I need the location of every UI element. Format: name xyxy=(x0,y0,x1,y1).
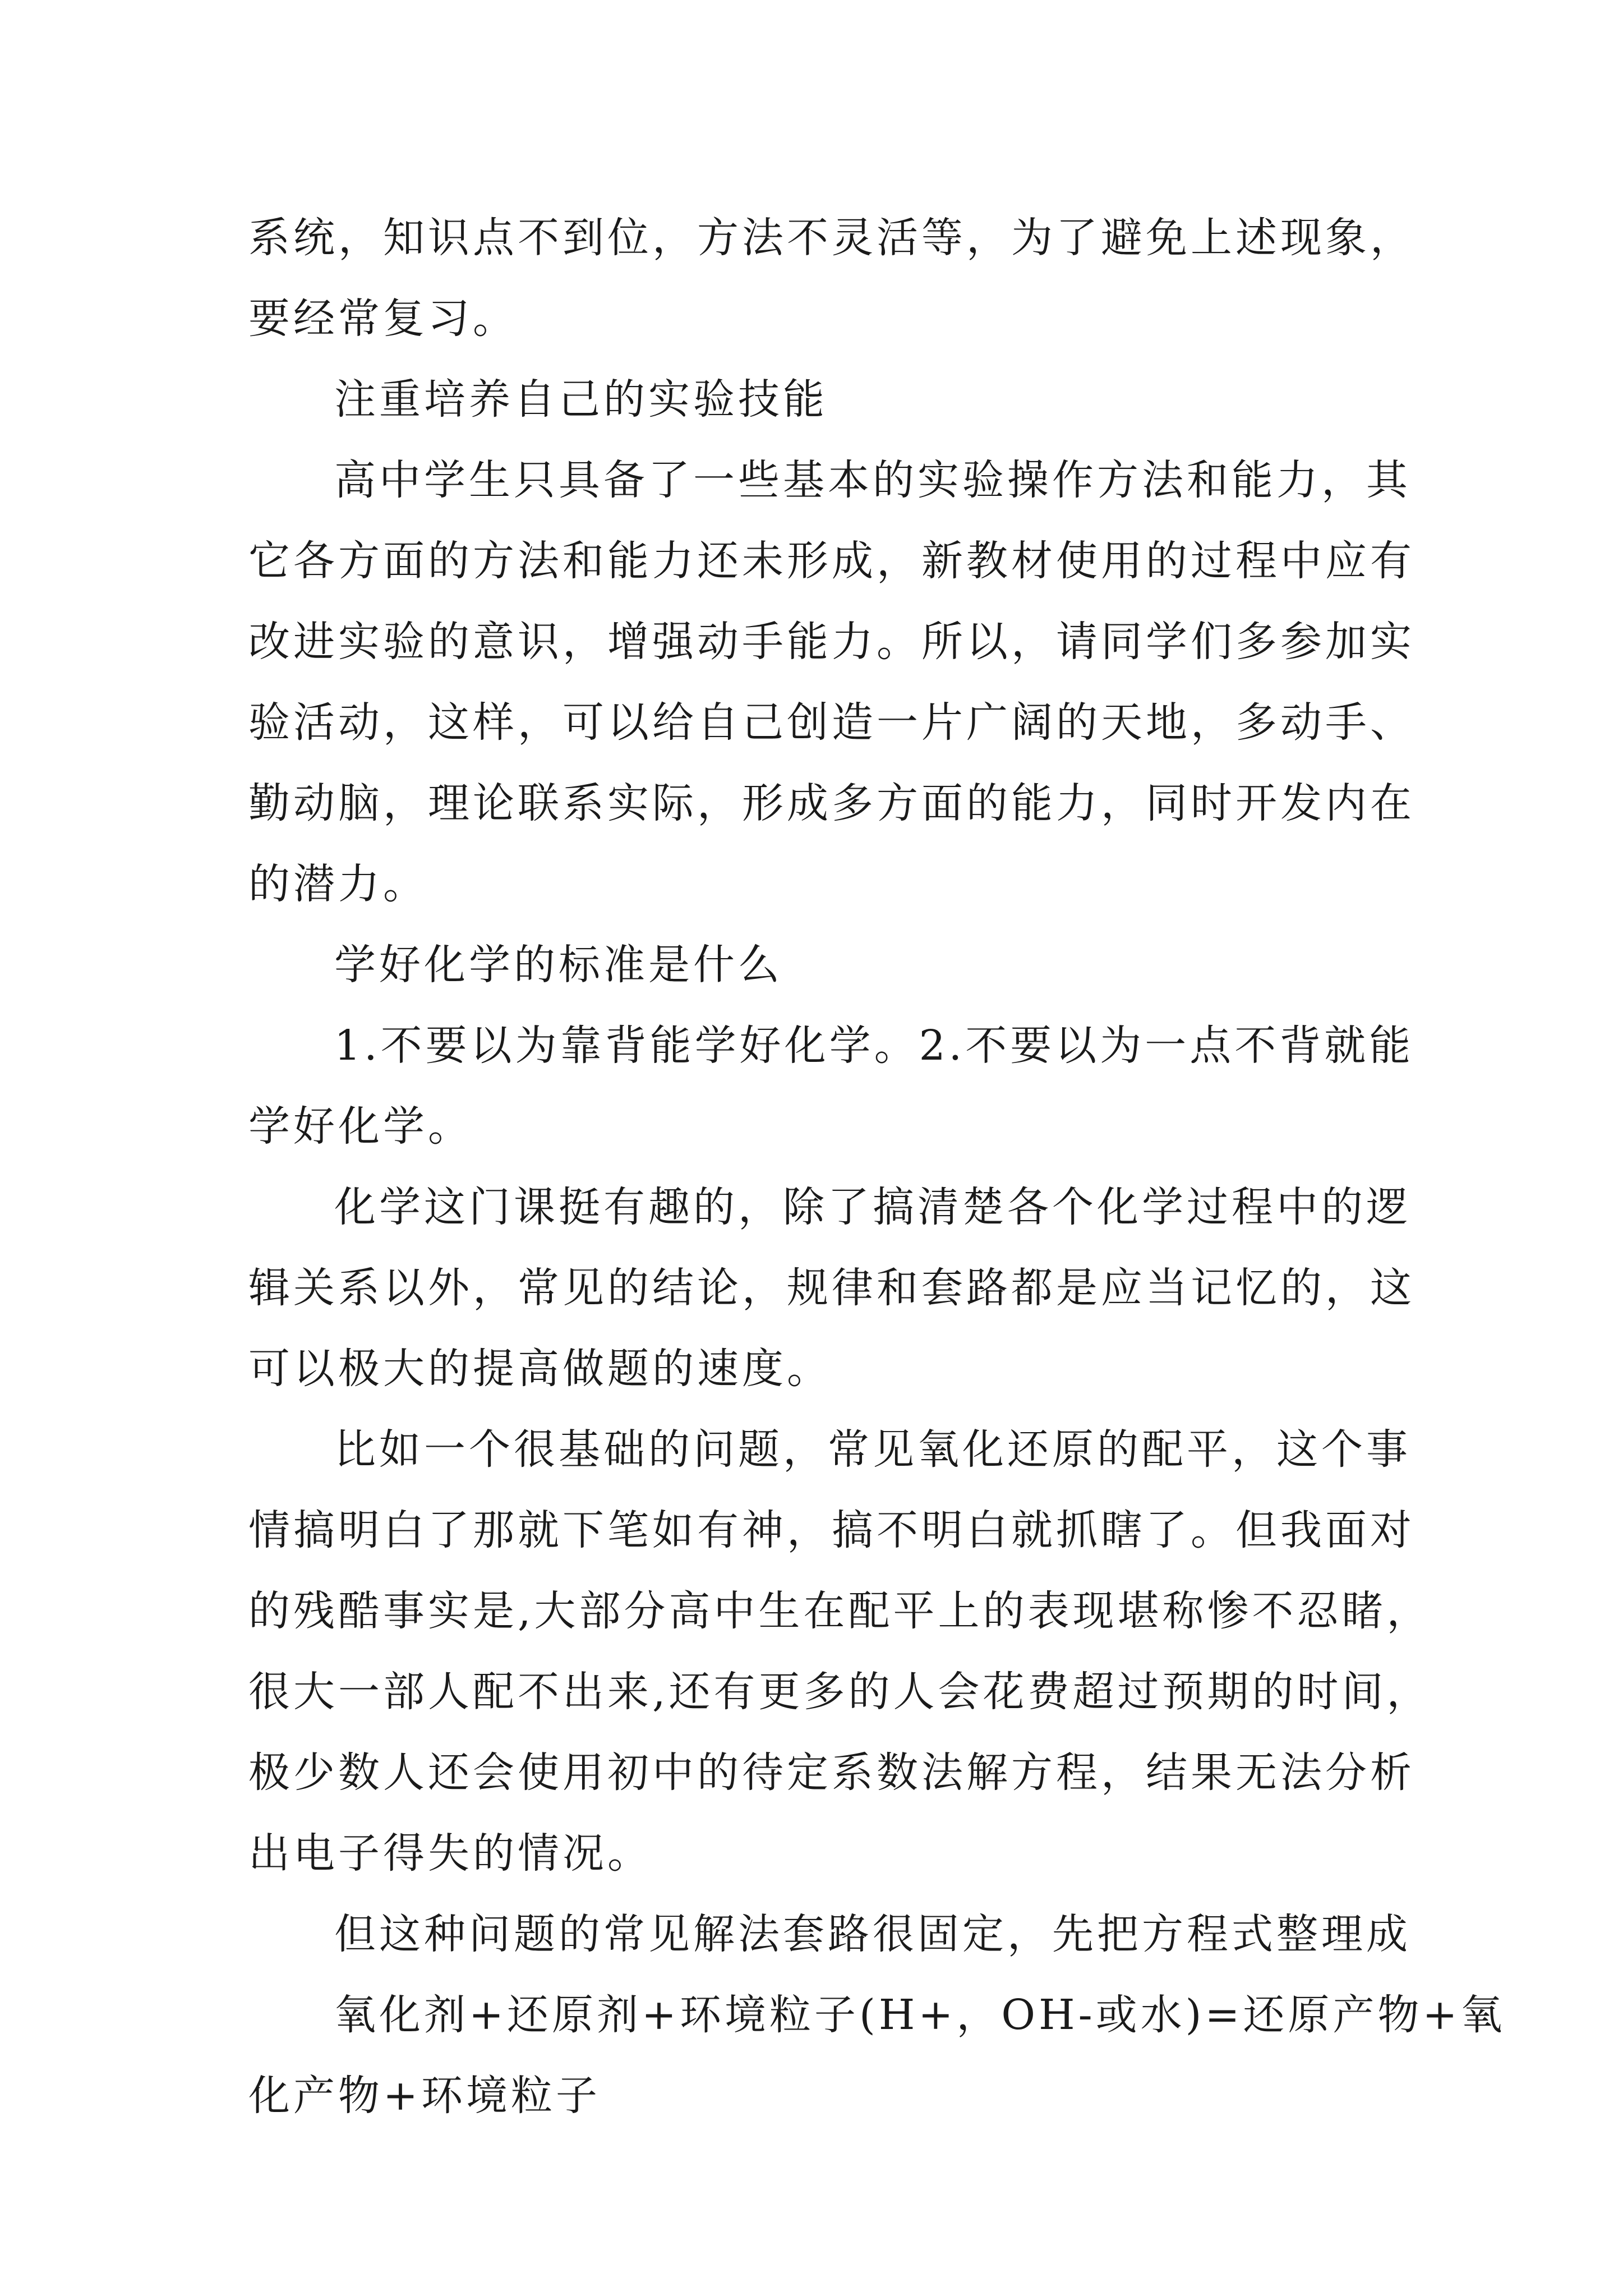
formula-line: 化产物+环境粒子 xyxy=(248,2072,601,2120)
text-line: 学好化学。 xyxy=(248,1102,473,1151)
text-line: 勤动脑，理论联系实际，形成多方面的能力，同时开发内在 xyxy=(248,779,1415,827)
text-line: 情搞明白了那就下笔如有神，搞不明白就抓瞎了。但我面对 xyxy=(248,1506,1415,1554)
text-line: 出电子得失的情况。 xyxy=(248,1829,652,1878)
text-line: 化学这门课挺有趣的，除了搞清楚各个化学过程中的逻 xyxy=(334,1183,1411,1231)
section-heading: 注重培养自己的实验技能 xyxy=(334,375,828,424)
text-line: 要经常复习。 xyxy=(248,295,518,343)
text-line: 辑关系以外，常见的结论，规律和套路都是应当记忆的，这 xyxy=(248,1264,1415,1312)
text-line: 高中学生只具备了一些基本的实验操作方法和能力，其 xyxy=(334,456,1411,504)
text-line: 它各方面的方法和能力还未形成，新教材使用的过程中应有 xyxy=(248,537,1415,585)
text-line: 很大一部人配不出来,还有更多的人会花费超过预期的时间， xyxy=(248,1668,1432,1716)
text-line: 验活动，这样，可以给自己创造一片广阔的天地，多动手、 xyxy=(248,698,1415,747)
text-line: 可以极大的提高做题的速度。 xyxy=(248,1345,832,1393)
text-line: 改进实验的意识，增强动手能力。所以，请同学们多参加实 xyxy=(248,618,1415,666)
text-line: 但这种问题的常见解法套路很固定，先把方程式整理成 xyxy=(334,1910,1411,1958)
text-line: 的潜力。 xyxy=(248,860,428,908)
body-text xyxy=(248,197,1506,2136)
text-line: 的残酷事实是,大部分高中生在配平上的表现堪称惨不忍睹， xyxy=(248,1587,1432,1635)
text-line: 1.不要以为靠背能学好化学。2.不要以为一点不背就能 xyxy=(334,1022,1414,1070)
section-heading: 学好化学的标准是什么 xyxy=(334,941,783,989)
formula-line: 氧化剂+还原剂+环境粒子(H+，OH-或水)=还原产物+氧 xyxy=(334,1991,1506,2039)
text-line: 系统，知识点不到位，方法不灵活等，为了避免上述现象， xyxy=(248,214,1415,262)
text-line: 比如一个很基础的问题，常见氧化还原的配平，这个事 xyxy=(334,1425,1411,1474)
text-line: 极少数人还会使用初中的待定系数法解方程，结果无法分析 xyxy=(248,1749,1415,1797)
